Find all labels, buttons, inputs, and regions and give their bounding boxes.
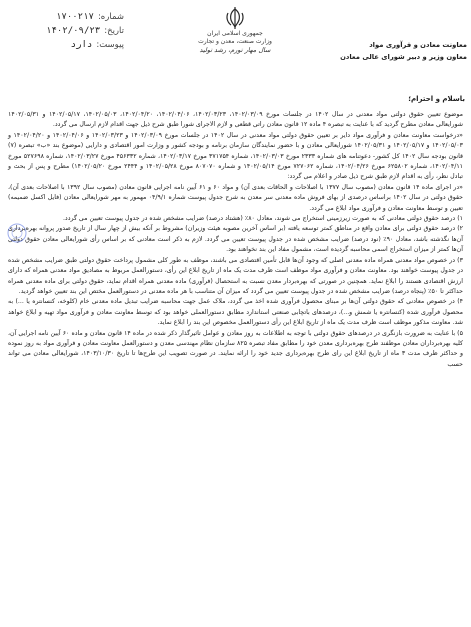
addressee-line-1: معاونت معادن و فرآوری مواد <box>369 41 467 49</box>
stamp-mark-icon <box>6 222 28 244</box>
paragraph-request: «درخواست معاونت معادن و فرآوری مواد دایر بر تعیین حقوق دولتی مواد معدنی در سال ۱۴۰۲ در جلسات مورخ ۱۴۰۲/۰۳/۰۹ و ۱۴۰۲/۰۳/۲۳ و ۱۴۰۲/۰۴/۰۶ و ۱۴۰۲/۰۴/۲۰ و ۱۴۰۲/۰۵/۰۳ و ۱۴۰۲/۰۵/۱۷ و ۱۴۰۲/۰۵/۳۱ شورایعالی معادن و با حضور نمایندگان سازمان برنامه و بودجه کشور و وزارت امور اقتصادی و دارایی (موضوع بند «ب» تبصره (۷) قانون بودجه سال ۱۴۰۲ کل کشور- دعوتنامه های شماره ۲۳۳۳ مورخ ۱۴۰۲/۰۳/۰۳، شماره ۳۷۱۷۵۴ مورخ ۱۴۰۲/۰۳/۱۷، شماره ۴۵۶۳۳۲ مورخ ۱۴۰۲/۰۳/۲۷، شماره ۵۲۷۶۹۸ مورخ ۱۴۰۲/۰۴/۱۱، شماره ۶۲۵۸۰۲ مورخ ۱۴۰۲/۰۴/۲۶، شماره ۷۲۷۰۶۲ مورخ ۱۴۰۲/۰۵/۱۴ و شماره ۸۰۷۰۷۰ مورخ ۱۴۰۲/۰۵/۲۸ و ۲۴۴۴ مورخ ۱۴۰۲/۰۵/۲۰) مطرح و پس از بحث و تبادل نظر، رأی به اقدام لازم طبق شرح ذیل صادر و اعلام می گردد: <box>8 131 464 181</box>
letter-date-label: تاریخ: <box>104 26 124 36</box>
letter-number-row <box>6 10 124 24</box>
letter-date-value: ۱۴۰۲/۰۹/۲۳ <box>46 26 101 36</box>
letter-attachment-label: پیوست: <box>96 40 124 50</box>
paragraph-item-3: ۳) در خصوص مواد معدنی همراه ماده معدنی اصلی که وجود آن‌ها قابل تأمین اقتصادی می باشند، موظف به طور کلی مشمول پرداخت حقوق دولتی طبق ضرایب مشخص شده در جدول پیوست خواهند بود. معاونت معادن و فرآوری مواد موظف است ظرف مدت یک ماه از تاریخ ابلاغ این رأی، دستورالعمل مربوط به مصادیق مواد معدنی همراه که دارای ارزش اقتصادی هستند را ابلاغ نماید. همچنین در صورتی که بهره‌بردار معدن نسبت به استحصال (فرآوری) ماده معدنی همراه اقدام نماید، حقوق دولتی برای ماده معدنی همراه حداکثر تا ۵۰٪ (پنجاه درصد) ضرایب مشخص شده در جدول پیوست تعیین می گردد که میزان آن متناسب با هر ماده معدنی در دستورالعمل مختص این بند تعیین خواهد گردید. <box>8 256 463 295</box>
letter-metadata <box>6 10 124 52</box>
letter-date-row <box>6 24 124 38</box>
paragraph-item-1: ۱) درصد حقوق دولتی معادنی که به صورت زیرزمینی استخراج می شوند، معادل ۸۰٪ (هشتاد درصد) ضرایب مشخص شده در جدول پیوست تعیین می گردد. <box>62 215 463 223</box>
paragraph-ruling: «در اجرای ماده ۱۴ قانون معادن (مصوب سال ۱۳۷۷ با اصلاحات و الحاقات بعدی آن) و مواد ۶۰ و ۶۱ آیین نامه اجرایی قانون معادن (مصوب سال ۱۳۹۲ با اصلاحات بعدی آن)، حقوق دولتی در سال ۱۴۰۲ براساس درصدی از بهای فروش ماده معدنی سر معدن به شرح جدول پیوست شماره ۰۴/۹/۱ مهمور به مهر شورایعالی معادن (فایل اکسل ضمیمه) تعیین و توسط معاونت معادن و فرآوری مواد ابلاغ می گردد. <box>8 183 463 212</box>
paragraph-item-5: ۵) با عنایت به ضرورت بازنگری در درصدهای حقوق دولتی با توجه به اطلاعات به روز معادن و عوامل تاثیرگذار ذکر شده در ماده ۱۴ قانون معادن و ماده ۶۰ آیین نامه اجرایی آن، کلیه بهره‌برداران معادن موظفند طرح بهره‌برداری معدن خود را مطابق مفاد تبصره ۸۲۵ سازمان نظام مهندسی معدن و دستورالعمل معاونت معادن و فرآوری مواد به روز نموده و حداکثر ظرف مدت ۳ ماه از تاریخ ابلاغ این رای طرح بهره‌برداری جدید خود را ارائه نمایند. در صورت تصویب این طرح‌ها تا تاریخ ۱۴۰۳/۱۰/۳۰، شورایعالی معادن می تواند حسب <box>8 329 464 368</box>
iran-emblem-icon <box>224 6 246 30</box>
emblem-caption-ministry: وزارت صنعت، معدن و تجارت <box>198 38 272 45</box>
letter-attachment-value: دارد <box>70 40 93 50</box>
emblem-caption-slogan: سال مهار تورم، رشد تولید <box>199 46 271 54</box>
paragraph-intro: موضوع تعیین حقوق دولتی مواد معدنی در سال ۱۴۰۲ در جلسات مورخ ۱۴۰۲/۰۳/۰۹، ۱۴۰۲/۰۳/۲۳، ۱۴۰۲/۰۴/۰۶، ۱۴۰۲/۰۴/۲۰، ۱۴۰۲/۰۵/۰۳، ۱۴۰۲/۰۵/۱۷ و ۱۴۰۲/۰۵/۳۱ شورایعالی معادن مطرح گردید که با عنایت به تبصره ۴ ماده ۱۲ قانون معادن راتی قطعی و لازم الاجرای شورا طبق شرح ذیل جهت اقدام لازم ارسال می گردد. <box>8 111 463 129</box>
addressee-line-2: معاون وزیر و دبیر شورای عالی معادن <box>340 53 467 61</box>
paragraph-item-2: ۲) درصد حقوق دولتی برای معادن واقع در مناطق کمتر توسعه یافته (بر اساس آخرین مصوبه هیئت وزیران) مشروط بر آنکه بیش از چهار سال از تاریخ صدور پروانه بهره‌برداری آن‌ها نگذشته باشد، معادل ۹۰٪ (نود درصد) ضرایب مشخص شده در جدول پیوست تعیین می گردد. لازم به ذکر است معادنی که بر اساس رأی شورایعالی معادن حقوق دولتی آن‌ها کمتر از میزان استخراج اسمی محاسبه گردیده است، مشمول مفاد این بند نخواهند بود. <box>8 225 463 254</box>
salutation: باسلام و احترام؛ <box>408 95 465 103</box>
letter-number-label: شماره: <box>97 12 124 22</box>
emblem-caption-country: جمهوری اسلامی ایران <box>207 30 263 37</box>
letter-body <box>8 110 463 370</box>
letter-attachment-row <box>6 38 124 52</box>
letter-number-value: ۱۷۰۰۲۱۷ <box>56 12 94 22</box>
addressee-block <box>317 39 467 63</box>
paragraph-item-4: ۴) در خصوص معادنی که حقوق دولتی آن‌ها بر مبنای محصول فرآوری شده اخذ می گردد، ملاک عمل جهت محاسبه ضرایب تبدیل ماده معدنی خام (کلوخه، کنسانتره یا ...) به محصول فرآوری شده (کنسانتره یا شمش و...)، درصدهای باتچابی صنعتی استاندارد مطابق دستورالعملی خواهد بود که توسط معاونت معادن و فرآوری مواد تهیه و ابلاغ خواهد شد. معاونت مذکور موظف است ظرف مدت یک ماه از تاریخ ابلاغ این رأی دستورالعمل مخصوص این بند را ابلاغ نماید. <box>8 298 463 327</box>
letterhead <box>170 6 300 54</box>
